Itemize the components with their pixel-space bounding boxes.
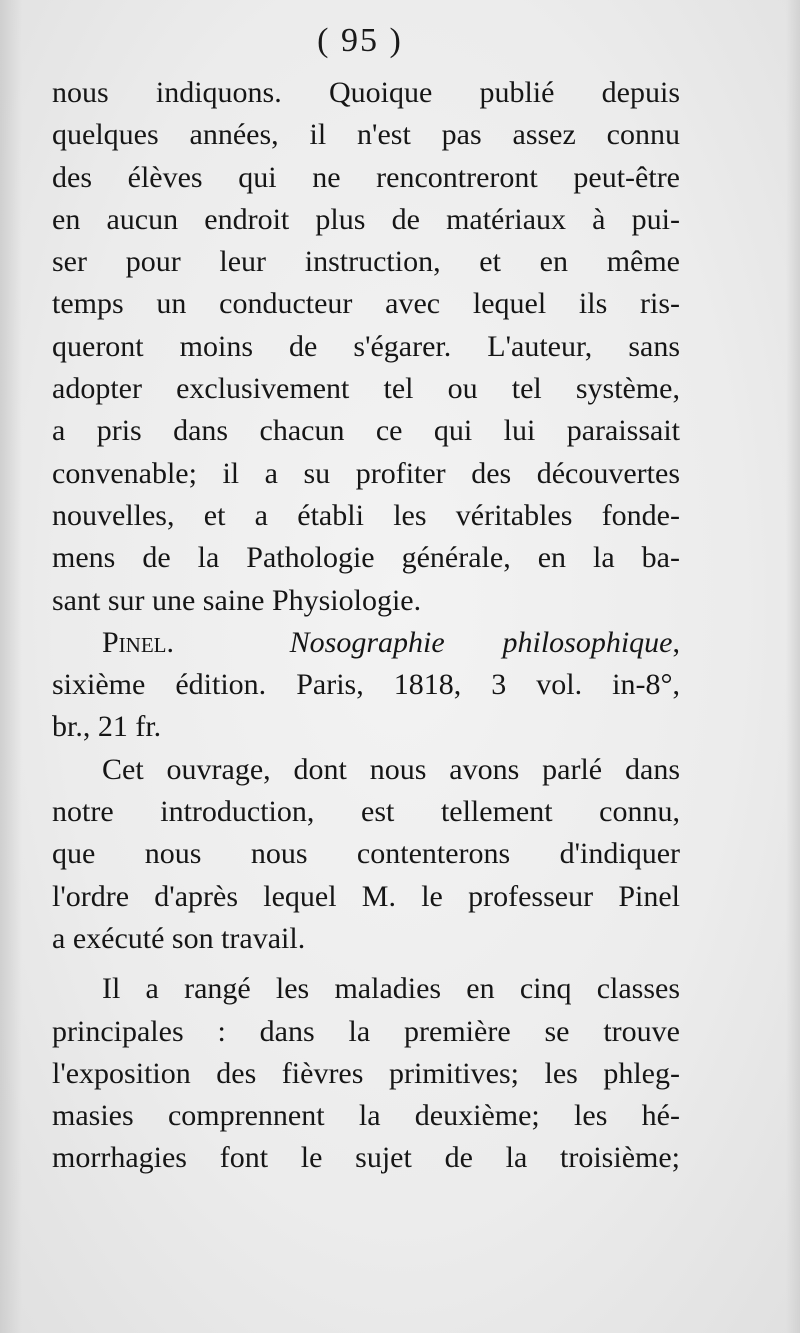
text-line: Cet ouvrage, dont nous avons parlé dans <box>102 752 680 786</box>
text-line: nous indiquons. Quoique publié depuis <box>52 76 680 109</box>
text-line: masies comprennent la deuxième; les hé- <box>52 1099 680 1133</box>
text-line: ser pour leur instruction, et en même <box>52 245 680 279</box>
text-line: Il a rangé les maladies en cinq classes <box>102 972 680 1006</box>
text-line: adopter exclusivement tel ou tel système, <box>52 372 680 406</box>
bibliography-heading-line <box>52 622 680 664</box>
paragraph <box>52 749 680 960</box>
text-line: notre introduction, est tellement connu, <box>52 795 680 829</box>
page-left-edge-shadow <box>0 0 22 1333</box>
body-text <box>52 72 680 1180</box>
text-line: sant sur une saine Physiologie. <box>52 583 422 617</box>
paragraph <box>52 72 680 622</box>
text-line: morrhagies font le sujet de la troisième; <box>52 1141 680 1175</box>
author-name: Pinel. <box>102 625 174 659</box>
text-line: que nous nous contenterons d'indiquer <box>52 837 680 871</box>
text-line: a exécuté son travail. <box>52 921 306 955</box>
text-line: temps un conducteur avec lequel ils ris- <box>52 287 680 321</box>
bibliography-entry <box>52 622 680 749</box>
book-title: Nosographie philosophique <box>289 625 673 659</box>
paragraph <box>52 968 680 1179</box>
text-line: des élèves qui ne rencontreront peut-être <box>52 160 680 194</box>
text-line: sixième édition. Paris, 1818, 3 vol. in-8°, <box>52 668 680 702</box>
paragraph-gap <box>52 960 680 968</box>
text-line: queront moins de s'égarer. L'auteur, sans <box>52 329 680 363</box>
text-line: mens de la Pathologie générale, en la ba- <box>52 541 680 575</box>
punctuation: , <box>672 625 680 659</box>
text-line: principales : dans la première se trouve <box>52 1014 680 1048</box>
text-line: l'exposition des fièvres primitives; les phleg- <box>52 1056 680 1090</box>
page-right-edge-shadow <box>786 0 800 1333</box>
text-line: l'ordre d'après lequel M. le professeur Pinel <box>52 879 680 913</box>
text-line: nouvelles, et a établi les véritables fonde- <box>52 498 680 532</box>
text-line: quelques années, il n'est pas assez connu <box>52 118 680 152</box>
text-line: en aucun endroit plus de matériaux à pui- <box>52 202 680 236</box>
text-line: a pris dans chacun ce qui lui paraissait <box>52 414 680 448</box>
text-line: br., 21 fr. <box>52 710 162 744</box>
text-line: convenable; il a su profiter des découvertes <box>52 456 680 490</box>
page-number: ( 95 ) <box>317 22 403 59</box>
